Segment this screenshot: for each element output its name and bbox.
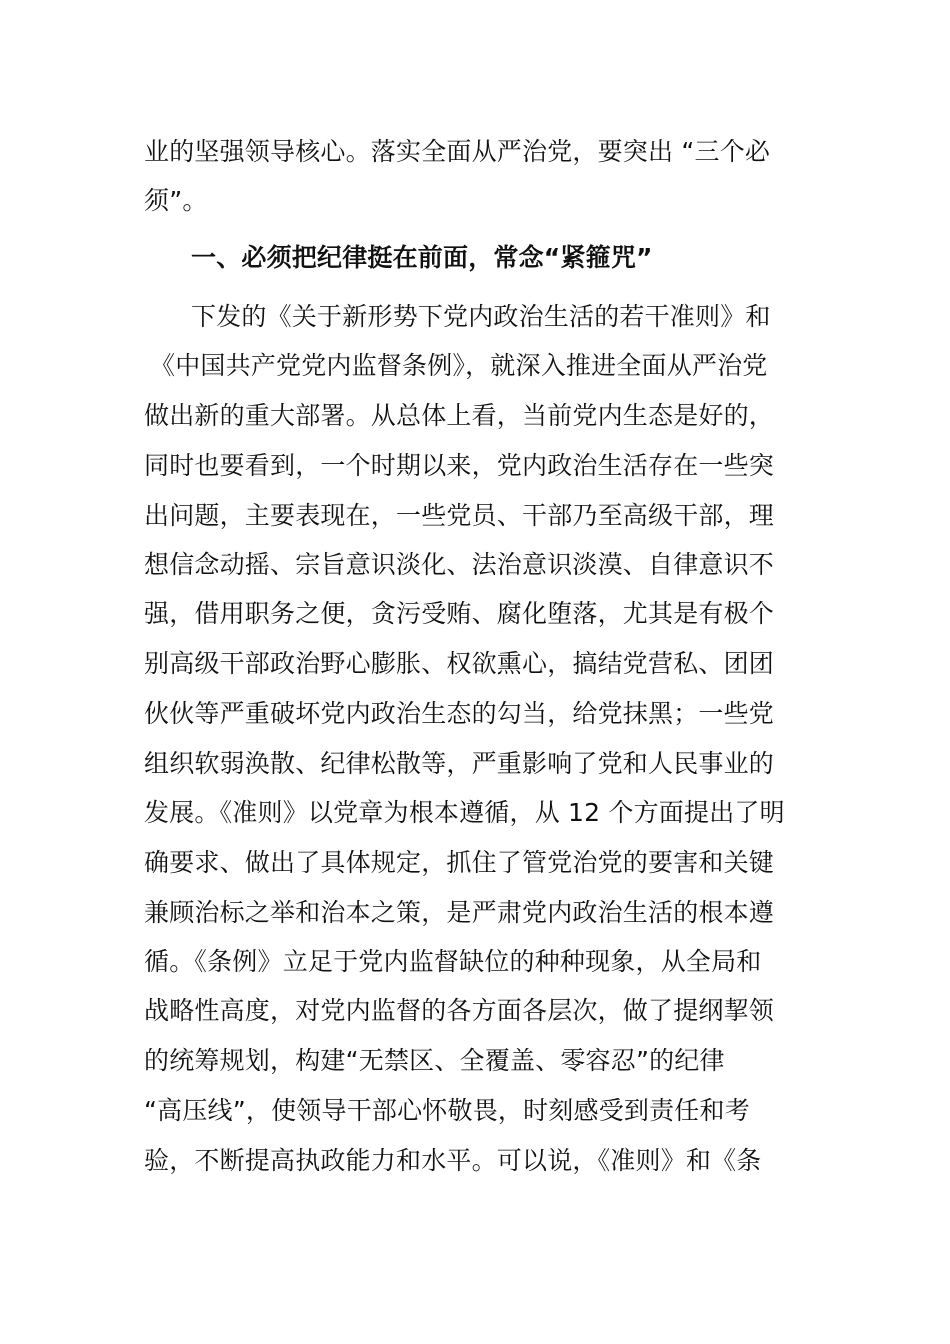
body-text-line: 下发的《关于新形势下党内政治生活的若干准则》和 [191, 302, 771, 331]
body-text-line: 业的坚强领导核心。落实全面从严治党，要突出 “三个必 [144, 137, 771, 166]
body-text-line: 须”。 [144, 186, 208, 215]
body-text-line: 战略性高度，对党内监督的各方面各层次，做了提纲挈领 [144, 996, 775, 1025]
body-text-line: 的统筹规划，构建“无禁区、全覆盖、零容忍”的纪律 [144, 1046, 725, 1075]
body-text-line: “高压线”，使领导干部心怀敬畏，时刻感受到责任和考 [144, 1096, 750, 1125]
body-text-line: 兼顾治标之举和治本之策，是严肃党内政治生活的根本遵 [144, 898, 775, 927]
body-text-line: 出问题，主要表现在，一些党员、干部乃至高级干部，理 [144, 501, 775, 530]
body-text-line: 验，不断提高执政能力和水平。可以说，《准则》和《条 [144, 1146, 762, 1175]
section-heading: 一、必须把纪律挺在前面，常念“紧箍咒” [191, 243, 653, 272]
body-text-line: 别高级干部政治野心膨胀、权欲熏心，搞结党营私、团团 [144, 649, 775, 678]
body-text-line: 发展。《准则》以党章为根本遵循，从 12 个方面提出了明 [144, 798, 785, 827]
body-text-line: 强，借用职务之便，贪污受贿、腐化堕落，尤其是有极个 [144, 599, 775, 628]
body-text-line: 想信念动摇、宗旨意识淡化、法治意识淡漠、自律意识不 [144, 550, 775, 579]
body-text-line: 确要求、做出了具体规定，抓住了管党治党的要害和关键 [144, 848, 775, 877]
body-text-line: 《中国共产党党内监督条例》，就深入推进全面从严治党 [150, 351, 768, 380]
body-text-line: 做出新的重大部署。从总体上看，当前党内生态是好的， [144, 401, 775, 430]
body-text-line: 伙伙等严重破坏党内政治生态的勾当，给党抹黑；一些党 [144, 699, 775, 728]
body-text-line: 循。《条例》立足于党内监督缺位的种种现象，从全局和 [144, 947, 762, 976]
body-text-line: 组织软弱涣散、纪律松散等，严重影响了党和人民事业的 [144, 749, 775, 778]
body-text-line: 同时也要看到，一个时期以来，党内政治生活存在一些突 [144, 451, 775, 480]
